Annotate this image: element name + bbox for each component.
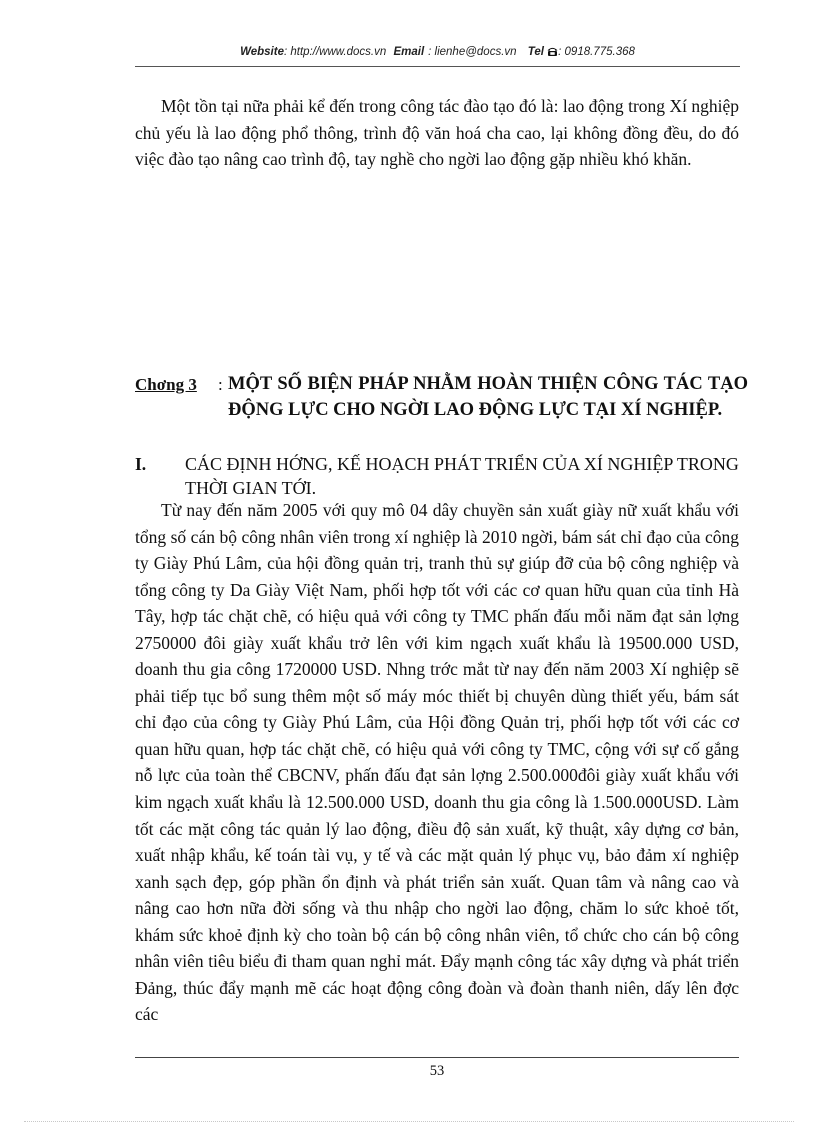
- website-value: : http://www.docs.vn: [283, 46, 387, 58]
- phone-icon: [547, 46, 558, 58]
- email-label: Email: [393, 46, 425, 58]
- paragraph-body: Từ nay đến năm 2005 với quy mô 04 dây chuyền sản xuất giày nữ xuất khẩu với tổng số cán bộ công nhân viên trong xí nghiệp là 2010 ngời, bám sát chỉ đạo của công ty Giày Phú Lâm, của hội đồng quản trị, tranh thủ sự giúp đỡ của bộ công nghiệp và tổng công ty Da Giày Việt Nam, phối hợp tốt với các cơ quan hữu quan của tỉnh Hà Tây, hợp tác chặt chẽ, có hiệu quả với công ty TMC phấn đấu mỗi năm đạt sản lợng 2750000 đôi giày xuất khẩu trở lên với kim ngạch xuất khẩu là 19500.000 USD, doanh thu gia công 1720000 USD. Nhng trớc mắt từ nay đến năm 2003 Xí nghiệp sẽ phải tiếp tục bổ sung thêm một số máy móc thiết bị chuyên dùng thiết yếu, bám sát chỉ đạo của công ty Giày Phú Lâm, của Hội đồng Quản trị, phối hợp tốt với các cơ quan hữu quan, hợp tác chặt chẽ, có hiệu quả với công ty TMC, cộng với sự cố gắng nỗ lực của toàn thể CBCNV, phấn đấu đạt sản lợng 2.500.000đôi giày xuất khẩu với kim ngạch xuất khẩu là 12.500.000 USD, doanh thu gia công là 1.500.000USD. Làm tốt các mặt công tác quản lý lao động, điều độ sản xuất, kỹ thuật, xây dựng cơ bản, xuất nhập khẩu, kế toán tài vụ, y tế và các mặt quản lý phục vụ, bảo đảm xí nghiệp xanh sạch đẹp, góp phần ổn định và phát triển sản xuất. Quan tâm và nâng cao và nâng cao hơn nữa đời sống và thu nhập cho ngời lao động, chăm lo sức khoẻ tốt, khám sức khoẻ định kỳ cho toàn bộ cán bộ công nhân viên, tổ chức cho cán bộ công nhân viên tiêu biểu đi tham quan nghỉ mát. Đẩy mạnh công tác xây dựng và phát triển Đảng, thúc đẩy mạnh mẽ các hoạt động công đoàn và đoàn thanh niên, dấy lên đợc các: [135, 500, 739, 1025]
- chapter-colon: :: [218, 375, 223, 394]
- section-title: CÁC ĐỊNH HỚNG, KẾ HOẠCH PHÁT TRIỂN CỦA XÍ NGHIỆP TRONG THỜI GIAN TỚI.: [185, 454, 739, 498]
- website-label: Website: [240, 46, 284, 58]
- tel-label: Tel: [527, 46, 544, 58]
- chapter-label: Chơng 3: [135, 375, 197, 394]
- page-edge-dots: [24, 1121, 794, 1122]
- chapter-title: MỘT SỐ BIỆN PHÁP NHẰM HOÀN THIỆN CÔNG TÁC TẠO ĐỘNG LỰC CHO NGỜI LAO ĐỘNG LỰC TẠI XÍ NGHIỆP.: [228, 374, 748, 420]
- tel-value: : 0918.775.368: [558, 46, 635, 58]
- header-rule: [135, 66, 740, 67]
- paragraph-intro: Một tồn tại nữa phải kể đến trong công tác đào tạo đó là: lao động trong Xí nghiệp chủ yếu là lao động phổ thông, trình độ văn hoá cha cao, lại không đồng đều, do đó việc đào tạo nâng cao trình độ, tay nghề cho ngời lao động gặp nhiều khó khăn.: [135, 96, 739, 170]
- section-number: I.: [135, 454, 147, 474]
- email-value: : lienhe@docs.vn: [428, 46, 517, 58]
- footer-rule: [135, 1057, 739, 1058]
- page-number: 53: [429, 1063, 445, 1079]
- page-header: [135, 46, 740, 58]
